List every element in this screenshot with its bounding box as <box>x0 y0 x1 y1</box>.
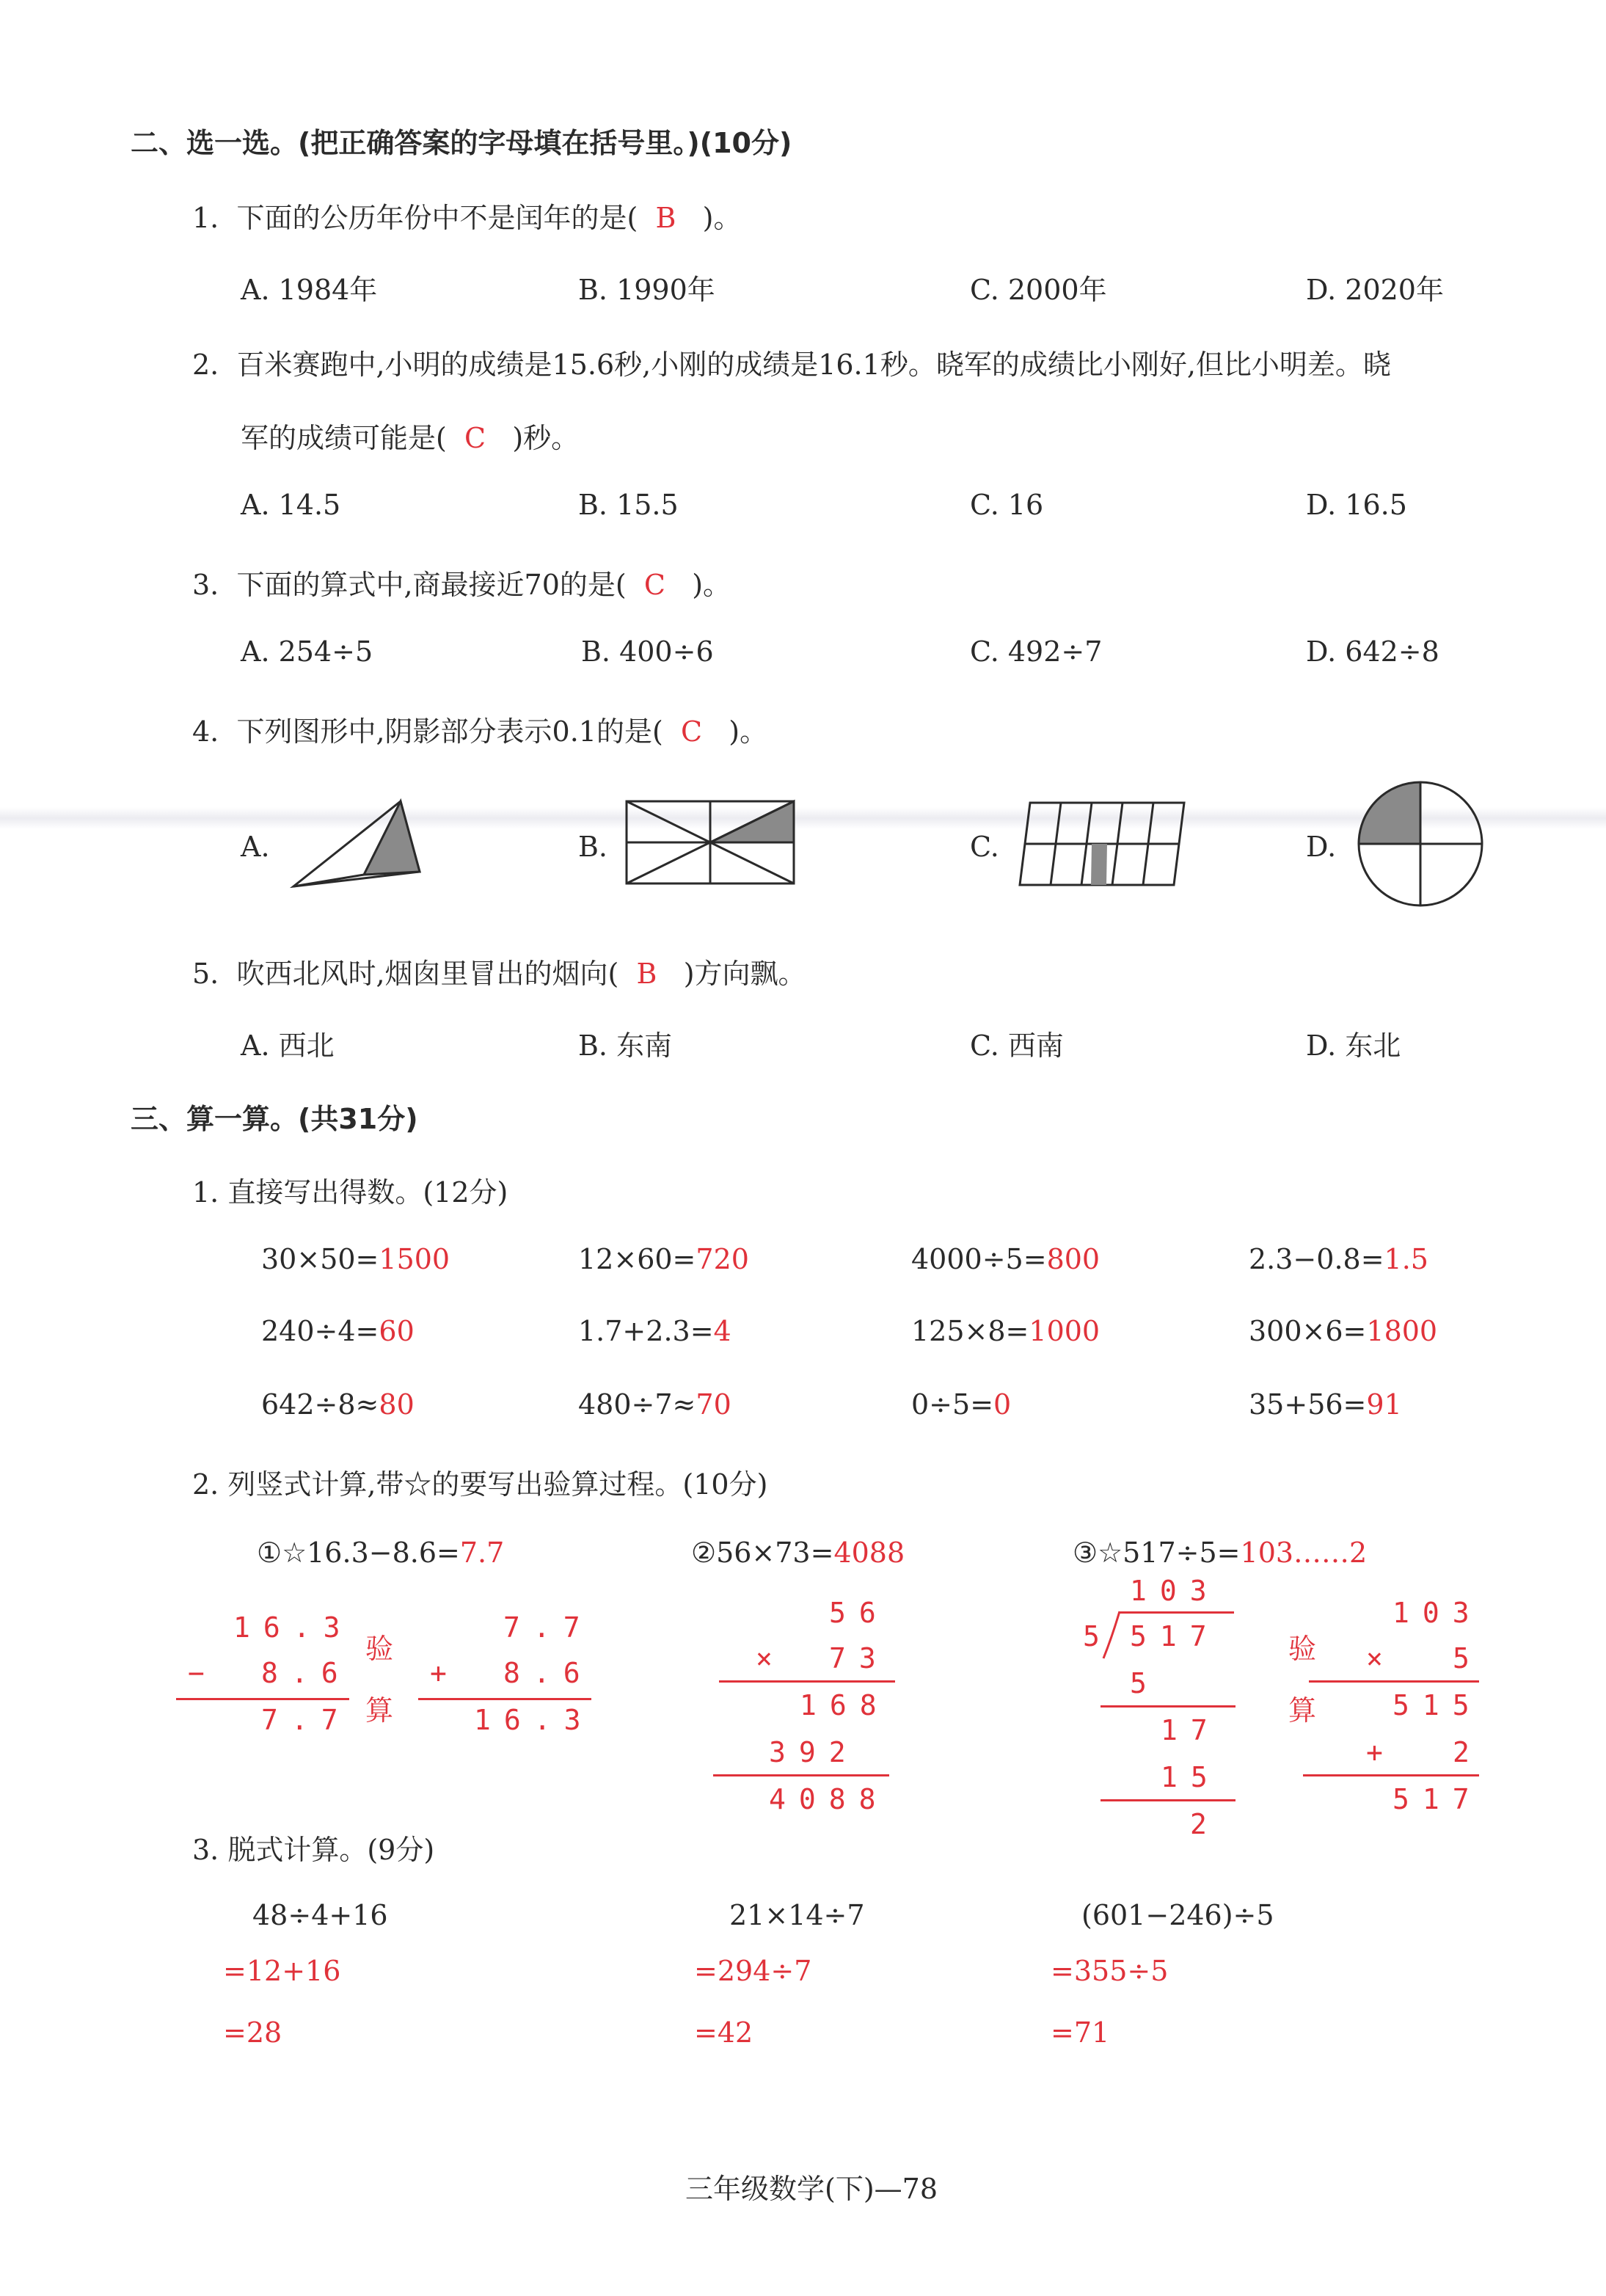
c2-rule-1 <box>719 1680 895 1683</box>
c1-sub-a: 16.3 <box>233 1611 354 1644</box>
c1-add-r: 16.3 <box>474 1704 594 1736</box>
calc-item: 642÷8≈80 <box>261 1388 415 1421</box>
q3-option-a: A. 254÷5 <box>241 635 373 668</box>
q4-option-c-label: C. <box>970 831 999 863</box>
q2-option-b: B. 15.5 <box>578 489 679 521</box>
q1-option-c: C. 2000年 <box>970 274 1107 306</box>
c1-add-op: + <box>430 1657 460 1689</box>
c1-add-a: 7.7 <box>503 1611 594 1644</box>
part3-title: 3. 脱式计算。(9分) <box>192 1834 435 1866</box>
c3-check-a: 103 <box>1393 1597 1483 1629</box>
stepwise-3-expr: (601−246)÷5 <box>1081 1899 1274 1931</box>
answer-3: C <box>643 569 665 601</box>
c3-quotient: 103 <box>1130 1575 1220 1607</box>
stepwise-1-expr: 48÷4+16 <box>252 1899 388 1931</box>
q5-option-d: D. 东北 <box>1306 1029 1401 1062</box>
answer-2: C <box>464 422 486 454</box>
c2-partial-1: 168 <box>800 1689 890 1721</box>
stepwise-2-step1: =294÷7 <box>694 1955 812 1987</box>
c3-check-result: 517 <box>1393 1783 1483 1815</box>
question-2-line2: 军的成绩可能是( C )秒。 <box>241 422 580 454</box>
c2-rule-2 <box>713 1774 889 1776</box>
question-3: 3. 下面的算式中,商最接近70的是( C )。 <box>192 569 731 601</box>
vertical-calc-1-header: ①☆16.3−8.6=7.7 <box>257 1537 505 1569</box>
stepwise-2-step2: =42 <box>694 2016 753 2049</box>
calc-item: 0÷5=0 <box>911 1388 1012 1421</box>
c3-divisor: 5 <box>1083 1620 1113 1652</box>
question-1: 1. 下面的公历年份中不是闰年的是( B )。 <box>192 202 742 234</box>
figure-d-circle <box>1356 779 1485 908</box>
section2-title: 二、选一选。(把正确答案的字母填在括号里。)(10分) <box>131 127 792 159</box>
c2-b: 73 <box>829 1642 889 1674</box>
c1-check-label-1: 验 <box>365 1633 394 1665</box>
question-2-line1: 2. 百米赛跑中,小明的成绩是15.6秒,小刚的成绩是16.1秒。晓军的成绩比小刚好,但比小明差。晓 <box>192 349 1391 381</box>
answer-4: C <box>680 715 703 748</box>
c3-check-op: × <box>1366 1642 1396 1674</box>
calc-item: 125×8=1000 <box>911 1315 1101 1347</box>
c3-bracket-top <box>1120 1611 1234 1614</box>
c1-add-b: 8.6 <box>503 1657 594 1689</box>
stepwise-2-expr: 21×14÷7 <box>729 1899 865 1931</box>
c1-check-label-2: 算 <box>365 1694 394 1727</box>
c3-check-rule-1 <box>1309 1680 1479 1683</box>
figure-a-triangle <box>291 798 423 889</box>
q4-option-d-label: D. <box>1306 831 1337 863</box>
c3-rule-1 <box>1101 1705 1235 1708</box>
calc-item: 4000÷5=800 <box>911 1243 1101 1275</box>
q4-option-b-label: B. <box>578 831 608 863</box>
c3-step-2: 17 <box>1161 1714 1221 1746</box>
stepwise-3-step1: =355÷5 <box>1051 1955 1169 1987</box>
c1-sub-rule <box>176 1698 349 1700</box>
c3-check-rule-2 <box>1303 1774 1479 1776</box>
q2-option-c: C. 16 <box>970 489 1044 521</box>
section3-title: 三、算一算。(共31分) <box>131 1103 418 1135</box>
c3-remainder: 2 <box>1190 1808 1220 1840</box>
q3-option-d: D. 642÷8 <box>1306 635 1439 668</box>
c3-dividend: 517 <box>1130 1620 1220 1652</box>
stepwise-1-step2: =28 <box>223 2016 282 2049</box>
stepwise-1-step1: =12+16 <box>223 1955 341 1987</box>
stepwise-3-step2: =71 <box>1051 2016 1110 2049</box>
c3-check-add-op: + <box>1366 1736 1396 1768</box>
c2-op: × <box>756 1642 786 1674</box>
q5-option-b: B. 东南 <box>578 1029 673 1062</box>
question-5: 5. 吹西北风时,烟囱里冒出的烟向( B )方向飘。 <box>192 958 806 990</box>
calc-item: 30×50=1500 <box>261 1243 450 1275</box>
figure-c-parallelogram <box>1018 801 1187 886</box>
c2-result: 4088 <box>769 1783 889 1815</box>
answer-5: B <box>636 958 657 990</box>
c3-check-product: 515 <box>1393 1689 1483 1721</box>
c3-step-3: 15 <box>1161 1761 1221 1793</box>
q4-option-a-label: A. <box>241 831 270 863</box>
c3-step-1: 5 <box>1130 1667 1160 1699</box>
c1-add-rule <box>418 1698 591 1700</box>
vertical-calc-2-header: ②56×73=4088 <box>691 1537 905 1569</box>
calc-item: 12×60=720 <box>578 1243 749 1275</box>
q3-option-c: C. 492÷7 <box>970 635 1103 668</box>
c1-sub-r: 7.7 <box>261 1704 351 1736</box>
q3-option-b: B. 400÷6 <box>581 635 714 668</box>
calc-item: 35+56=91 <box>1249 1388 1402 1421</box>
q1-option-d: D. 2020年 <box>1306 274 1444 306</box>
calc-item: 240÷4=60 <box>261 1315 415 1347</box>
q5-option-c: C. 西南 <box>970 1029 1064 1062</box>
c1-sub-op: − <box>188 1657 218 1689</box>
q5-option-a: A. 西北 <box>241 1029 335 1062</box>
figure-b-rectangle <box>625 800 795 885</box>
part2-title: 2. 列竖式计算,带☆的要写出验算过程。(10分) <box>192 1468 768 1501</box>
c3-check-label-1: 验 <box>1288 1633 1317 1665</box>
c3-check-b: 5 <box>1453 1642 1483 1674</box>
c2-a: 56 <box>829 1597 889 1629</box>
question-4: 4. 下列图形中,阴影部分表示0.1的是( C )。 <box>192 715 768 748</box>
q1-option-b: B. 1990年 <box>578 274 715 306</box>
calc-item: 300×6=1800 <box>1249 1315 1438 1347</box>
calc-item: 2.3−0.8=1.5 <box>1249 1243 1428 1275</box>
q2-option-a: A. 14.5 <box>241 489 341 521</box>
q1-option-a: A. 1984年 <box>241 274 378 306</box>
c2-partial-2: 392 <box>769 1736 859 1768</box>
c3-check-add-b: 2 <box>1453 1736 1483 1768</box>
calc-item: 480÷7≈70 <box>578 1388 731 1421</box>
c3-check-label-2: 算 <box>1288 1694 1317 1727</box>
q2-option-d: D. 16.5 <box>1306 489 1407 521</box>
vertical-calc-3-header: ③☆517÷5=103……2 <box>1073 1537 1368 1569</box>
part1-title: 1. 直接写出得数。(12分) <box>192 1176 508 1209</box>
calc-item: 1.7+2.3=4 <box>578 1315 731 1347</box>
page-footer: 三年级数学(下)—78 <box>685 2173 938 2205</box>
answer-1: B <box>655 202 676 234</box>
c1-sub-b: 8.6 <box>261 1657 351 1689</box>
c3-rule-2 <box>1101 1799 1235 1801</box>
